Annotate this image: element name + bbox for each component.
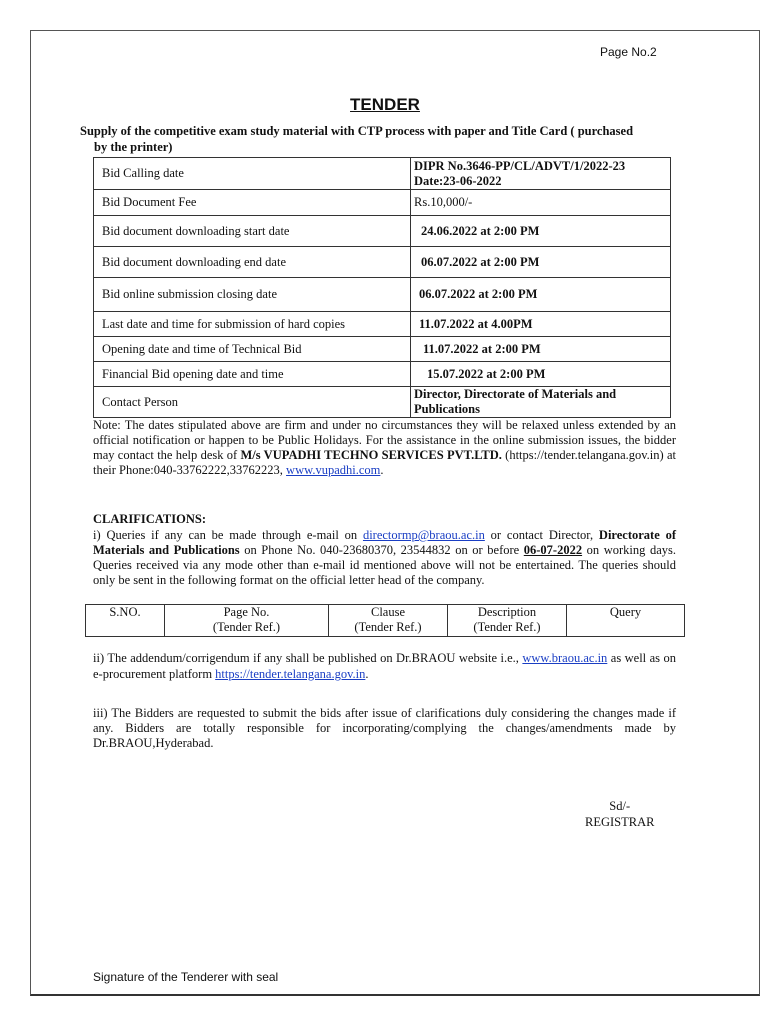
bid-label: Bid online submission closing date <box>94 278 411 312</box>
clar-text: as well as on e-procurement platform <box>93 651 676 681</box>
bid-label: Financial Bid opening date and time <box>94 362 411 387</box>
bid-value: Rs.10,000/- <box>411 190 671 216</box>
header-line: Clause <box>370 605 406 619</box>
tenderer-signature-line: Signature of the Tenderer with seal <box>93 970 279 984</box>
clarifications-heading: CLARIFICATIONS: <box>93 512 206 526</box>
bid-value-line: Date:23-06-2022 <box>414 173 502 188</box>
registrar-designation: REGISTRAR <box>585 815 655 829</box>
clar-text: . <box>365 667 369 681</box>
subject-line-1: Supply of the competitive exam study material with CTP process with paper and Title Card ( purchased <box>80 124 634 138</box>
table-row <box>94 278 671 312</box>
document-title: TENDER <box>350 95 420 114</box>
bid-value-line: DIPR No.3646-PP/CL/ADVT/1/2022-23 <box>414 158 626 173</box>
clarifications-paragraph-3: iii) The Bidders are requested to submit the bids after issue of clarifications duly considering the changes made if any. Bidders are totally responsible for incorporating/complying the changes/amendments made by Dr.BRAOU,Hyderabad. <box>93 706 676 750</box>
header-line: S.NO. <box>109 605 141 619</box>
bid-value <box>411 387 671 418</box>
header-line: (Tender Ref.) <box>473 620 541 634</box>
directorate-name: Directorate of Materials and Publications <box>93 528 676 557</box>
table-row <box>94 216 671 247</box>
bid-label: Bid Calling date <box>94 158 411 190</box>
bid-value: 24.06.2022 at 2:00 PM <box>411 216 671 247</box>
bid-label: Contact Person <box>94 387 411 418</box>
note-text: (https://tender.telangana.gov.in) at their Phone:040-33762222,33762223, <box>93 448 676 477</box>
table-row <box>94 312 671 337</box>
braou-website-link[interactable]: www.braou.ac.in <box>522 651 608 665</box>
bid-label: Last date and time for submission of hard copies <box>94 312 411 337</box>
vupadhi-link[interactable]: www.vupadhi.com <box>286 463 381 477</box>
helpdesk-company: M/s VUPADHI TECHNO SERVICES PVT.LTD. <box>240 448 502 462</box>
query-format-table <box>85 604 685 637</box>
bid-value: 06.07.2022 at 2:00 PM <box>411 278 671 312</box>
bid-value: 11.07.2022 at 4.00PM <box>411 312 671 337</box>
clar-text: or contact Director, <box>484 528 599 542</box>
bid-value-line: Director, Directorate of Materials and <box>414 387 617 401</box>
bid-label: Bid Document Fee <box>94 190 411 216</box>
table-row <box>94 362 671 387</box>
clar-text: i) Queries if any can be made through e-mail on <box>93 528 363 542</box>
note-text: . <box>380 463 384 477</box>
bid-value: 15.07.2022 at 2:00 PM <box>411 362 671 387</box>
sd-mark: Sd/- <box>609 799 631 813</box>
email-link[interactable]: directormp@braou.ac.in <box>362 528 485 542</box>
bid-label: Opening date and time of Technical Bid <box>94 337 411 362</box>
note-text: Note: The dates stipulated above are firm and under no circumstances they will be relaxed unless extended by an official notification or happen to be Public Holidays. For the assistance in the online submission issues, the bidder may contact the help desk of <box>93 418 676 462</box>
bid-value-line: Publications <box>414 402 480 416</box>
bid-value: 11.07.2022 at 2:00 PM <box>411 337 671 362</box>
table-row <box>94 387 671 418</box>
header-line: (Tender Ref.) <box>212 620 281 634</box>
header-line: Page No. <box>223 605 270 619</box>
query-deadline: 06-07-2022 <box>523 543 583 557</box>
clar-text: ii) The addendum/corrigendum if any shall be published on Dr.BRAOU website i.e., <box>93 651 523 665</box>
clar-text: on working days. Queries received via any mode other than e-mail id mentioned above will not be entertained. The queries should only be sent in the following format on the official letter head of the company. <box>93 543 676 587</box>
table-row <box>94 158 671 190</box>
query-header <box>567 605 685 637</box>
table-row <box>94 190 671 216</box>
bid-label: Bid document downloading start date <box>94 216 411 247</box>
table-row <box>94 247 671 278</box>
table-row <box>94 337 671 362</box>
clarifications-paragraph-2 <box>93 650 676 682</box>
header-line: (Tender Ref.) <box>354 620 422 634</box>
header-line: Query <box>609 605 642 619</box>
bid-value <box>411 158 671 190</box>
bid-schedule-table <box>93 157 671 418</box>
signoff-block <box>585 798 654 830</box>
query-header <box>86 605 165 637</box>
eprocurement-link[interactable]: https://tender.telangana.gov.in <box>215 667 366 681</box>
clarifications-paragraph-1 <box>93 528 676 588</box>
page-number: Page No.2 <box>600 45 657 59</box>
query-header <box>165 605 329 637</box>
subject-line-2: by the printer) <box>94 140 173 154</box>
header-line: Description <box>477 605 537 619</box>
note-paragraph <box>93 418 676 478</box>
bid-value: 06.07.2022 at 2:00 PM <box>411 247 671 278</box>
clar-text: on Phone No. 040-23680370, 23544832 on or before <box>239 543 524 557</box>
table-row <box>86 605 685 637</box>
bid-label: Bid document downloading end date <box>94 247 411 278</box>
query-header <box>329 605 448 637</box>
tender-subject <box>80 123 725 155</box>
query-header <box>448 605 567 637</box>
